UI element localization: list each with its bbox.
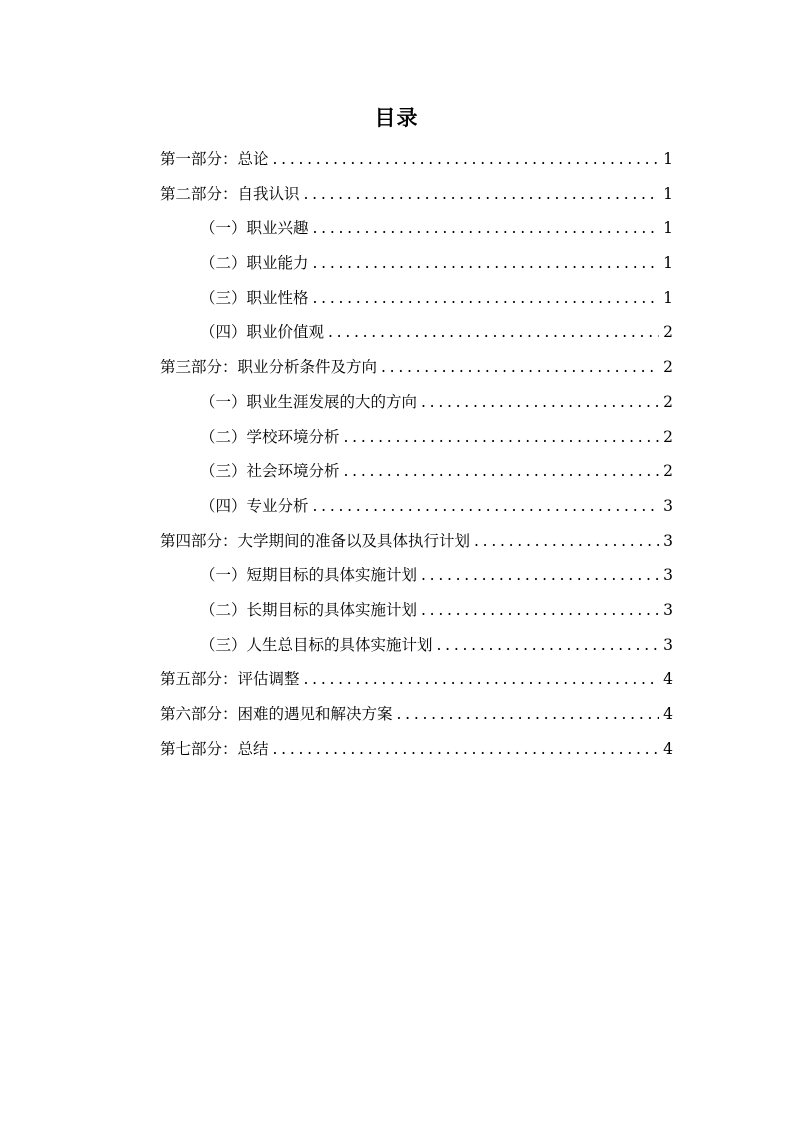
toc-dot-leader <box>421 593 659 628</box>
toc-entry[interactable] <box>160 662 673 697</box>
toc-dot-leader <box>273 142 660 177</box>
toc-page-number: 3 <box>663 600 673 619</box>
toc-page-number: 4 <box>663 670 673 689</box>
toc-dot-leader <box>313 246 660 281</box>
toc-entry-label: 第二部分：自我认识 <box>160 184 300 203</box>
toc-dot-leader <box>344 454 660 489</box>
toc-entry-label: （三）社会环境分析 <box>200 462 340 481</box>
toc-entry[interactable] <box>160 177 673 212</box>
toc-entry-label: 第四部分：大学期间的准备以及具体执行计划 <box>160 531 471 550</box>
toc-list <box>160 142 673 766</box>
toc-entry[interactable] <box>160 350 673 385</box>
toc-page-number: 2 <box>663 462 673 481</box>
toc-page-number: 1 <box>663 184 673 203</box>
page-title: 目录 <box>374 105 419 130</box>
toc-entry[interactable] <box>160 628 673 663</box>
toc-page-number: 2 <box>663 323 673 342</box>
toc-page-number: 1 <box>663 254 673 273</box>
toc-entry[interactable] <box>160 420 673 455</box>
toc-page-number: 1 <box>663 150 673 168</box>
toc-entry[interactable] <box>160 385 673 420</box>
toc-page-number: 1 <box>663 219 673 238</box>
toc-entry[interactable] <box>160 211 673 246</box>
toc-entry-label: （二）长期目标的具体实施计划 <box>200 600 418 619</box>
toc-entry-label: （三）人生总目标的具体实施计划 <box>200 635 433 654</box>
toc-entry[interactable] <box>160 593 673 628</box>
toc-entry-label: （一）职业生涯发展的大的方向 <box>200 392 418 411</box>
toc-dot-leader <box>381 350 659 385</box>
toc-entry[interactable] <box>160 281 673 316</box>
toc-entry-label: （二）学校环境分析 <box>200 427 340 446</box>
toc-entry-label: 第六部分：困难的遇见和解决方案 <box>160 705 393 723</box>
toc-dot-leader <box>304 662 660 697</box>
toc-entry-label: （一）短期目标的具体实施计划 <box>200 566 418 585</box>
toc-entry-label: 第五部分：评估调整 <box>160 670 300 689</box>
toc-entry-label: （三）职业性格 <box>200 288 309 307</box>
toc-entry[interactable] <box>160 732 673 767</box>
toc-dot-leader <box>304 177 660 212</box>
toc-page-number: 4 <box>663 705 673 723</box>
toc-dot-leader <box>313 281 660 316</box>
toc-dot-leader <box>437 628 660 663</box>
toc-entry-label: 第三部分：职业分析条件及方向 <box>160 358 378 377</box>
toc-page-number: 3 <box>663 566 673 585</box>
toc-dot-leader <box>421 558 659 593</box>
toc-page-number: 2 <box>663 427 673 446</box>
toc-entry-label: 第一部分：总论 <box>160 150 269 168</box>
toc-dot-leader <box>313 211 660 246</box>
toc-entry[interactable] <box>160 142 673 177</box>
toc-entry[interactable] <box>160 558 673 593</box>
toc-entry[interactable] <box>160 246 673 281</box>
toc-page-number: 3 <box>663 496 673 515</box>
toc-dot-leader <box>344 420 660 455</box>
toc-page-number: 2 <box>663 358 673 377</box>
toc-page-number: 4 <box>663 739 673 758</box>
toc-dot-leader <box>273 732 660 767</box>
toc-entry-label: （四）专业分析 <box>200 496 309 515</box>
toc-dot-leader <box>421 385 659 420</box>
toc-dot-leader <box>397 697 660 732</box>
toc-page-number: 1 <box>663 288 673 307</box>
toc-entry-label: （二）职业能力 <box>200 254 309 273</box>
toc-entry[interactable] <box>160 315 673 350</box>
toc-entry-label: （一）职业兴趣 <box>200 219 309 238</box>
toc-page-number: 3 <box>663 531 673 550</box>
toc-page-number: 2 <box>663 392 673 411</box>
toc-entry[interactable] <box>160 489 673 524</box>
toc-dot-leader <box>474 524 659 559</box>
toc-dot-leader <box>313 489 660 524</box>
toc-entry[interactable] <box>160 524 673 559</box>
toc-entry-label: （四）职业价值观 <box>200 323 325 342</box>
toc-page-number: 3 <box>663 635 673 654</box>
toc-entry-label: 第七部分：总结 <box>160 739 269 758</box>
toc-entry[interactable] <box>160 697 673 732</box>
toc-dot-leader <box>328 315 659 350</box>
toc-entry[interactable] <box>160 454 673 489</box>
